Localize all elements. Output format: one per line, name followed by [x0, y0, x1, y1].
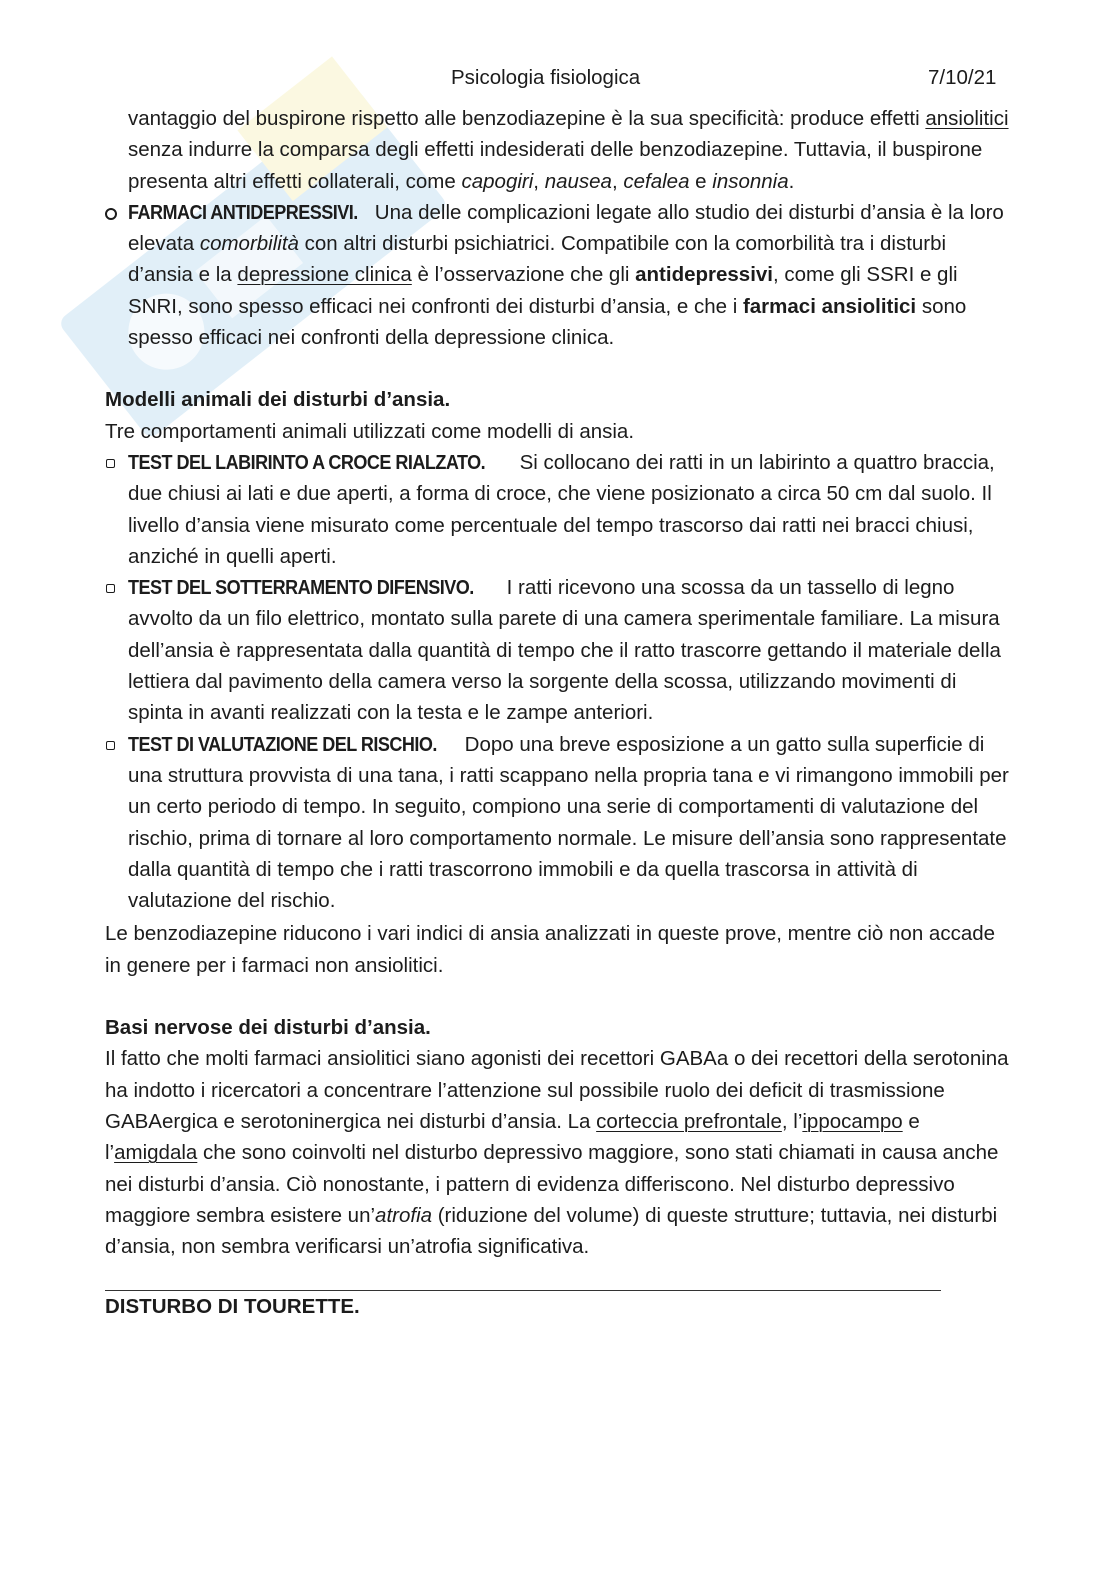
list-item-antidepressivi: FARMACI ANTIDEPRESSIVI. Una delle complicazioni legate allo studio dei disturbi d’ansia è la loro elevata comorbilità con altri disturbi psichiatrici. Compatibile con la comorbilità tra i disturbi d’ansia e la depressione clinica è l’osservazione che gli antidepressivi, come gli SSRI e gli SNRI, sono spesso efficaci nei confronti dei disturbi d’ansia, e che i farmaci ansiolitici sono spesso efficaci nei confronti della depressione clinica. — [105, 197, 1010, 353]
document-body — [105, 103, 1010, 1323]
page-date: 7/10/21 — [928, 66, 997, 89]
page-header — [0, 66, 1116, 96]
link-corteccia-prefrontale[interactable]: corteccia prefrontale — [596, 1109, 782, 1133]
item-label: TEST DEL SOTTERRAMENTO DIFENSIVO. — [128, 576, 474, 600]
item-text: Dopo una breve esposizione a un gatto sulla superficie di una struttura provvista di una tana, i ratti scappano nella propria tana e vi rimangono immobili per un certo periodo di tempo. In seguito, compiono una serie di comportamenti di valutazione del rischio, prima di tornare al loro comportamento normale. Le misure dell’ansia sono rappresentate dalla quantità di tempo che i ratti trascorrono immobili e da quella trascorsa in attività di valutazione del rischio. — [128, 732, 1009, 913]
link-ansiolitici[interactable]: ansiolitici — [925, 107, 1009, 130]
list-item — [105, 729, 1010, 917]
link-depressione-clinica[interactable]: depressione clinica — [237, 263, 412, 287]
circle-bullet-icon — [105, 208, 117, 220]
section-title-tourette: DISTURBO DI TOURETTE. — [105, 1295, 360, 1319]
square-bullet-icon — [106, 459, 115, 468]
square-bullet-icon — [106, 584, 115, 593]
item-text: Si collocano dei ratti in un labirinto a quattro braccia, due chiusi ai lati e due aperti, a forma di croce, che viene posizionato a circa 50 cm dal suolo. Il livello d’ansia viene misurato come percentuale del tempo trascorso dai ratti nei bracci chiusi, anziché in quelli aperti. — [128, 450, 995, 568]
section-title-basi: Basi nervose dei disturbi d’ansia. — [105, 1016, 431, 1040]
square-bullet-icon — [106, 741, 115, 750]
link-ippocampo[interactable]: ippocampo — [802, 1109, 903, 1133]
link-amigdala[interactable]: amigdala — [114, 1141, 198, 1165]
conclusion-paragraph: Le benzodiazepine riducono i vari indici di ansia analizzati in queste prove, mentre ciò non accade in genere per i farmaci non ansiolitici. — [105, 922, 996, 977]
list-item — [105, 447, 1010, 572]
item-label: TEST DI VALUTAZIONE DEL RISCHIO. — [128, 732, 437, 756]
course-title: Psicologia fisiologica — [451, 66, 641, 89]
item-text: I ratti ricevono una scossa da un tassello di legno avvolto da un filo elettrico, montato sulla parete di una camera sperimentale familiare. La misura dell’ansia è rappresentata dalla quantità di tempo che il ratto trascorre gettando il materiale della lettiera dal pavimento della camera verso la sorgente della scossa, utilizzando movimenti di spinta in avanti realizzati con la testa e le zampe anteriori. — [128, 576, 1001, 725]
list-item — [105, 572, 1010, 728]
section-title-modelli: Modelli animali dei disturbi d’ansia. — [105, 388, 451, 412]
basi-paragraph: Il fatto che molti farmaci ansiolitici siano agonisti dei recettori GABAa o dei recettori della serotonina ha indotto i ricercatori a concentrare l’attenzione sul possibile ruolo dei deficit di trasmissione GABAergica e serotoninergica nei disturbi d’ansia. La corteccia prefrontale, l’ippocampo e l’amigdala che sono coinvolti nel disturbo depressivo maggiore, sono stati chiamati in causa anche nei disturbi d’ansia. Ciò nonostante, i pattern di evidenza differiscono. Nel disturbo depressivo maggiore sembra esistere un’atrofia (riduzione del volume) di queste strutture; tuttavia, nei disturbi d’ansia, non sembra verificarsi un’atrofia significativa. — [105, 1047, 1009, 1259]
item-label: TEST DEL LABIRINTO A CROCE RIALZATO. — [128, 450, 486, 474]
section-intro-modelli: Tre comportamenti animali utilizzati come modelli di ansia. — [105, 419, 635, 443]
intro-paragraph: vantaggio del buspirone rispetto alle benzodiazepine è la sua specificità: produce effetti ansiolitici senza indurre la comparsa degli effetti indesiderati delle benzodiazepine. Tuttavia, il buspirone presenta altri effetti collaterali, come capogiri, nausea, cefalea e insonnia. — [128, 107, 1009, 193]
item-label: FARMACI ANTIDEPRESSIVI. — [128, 200, 358, 224]
